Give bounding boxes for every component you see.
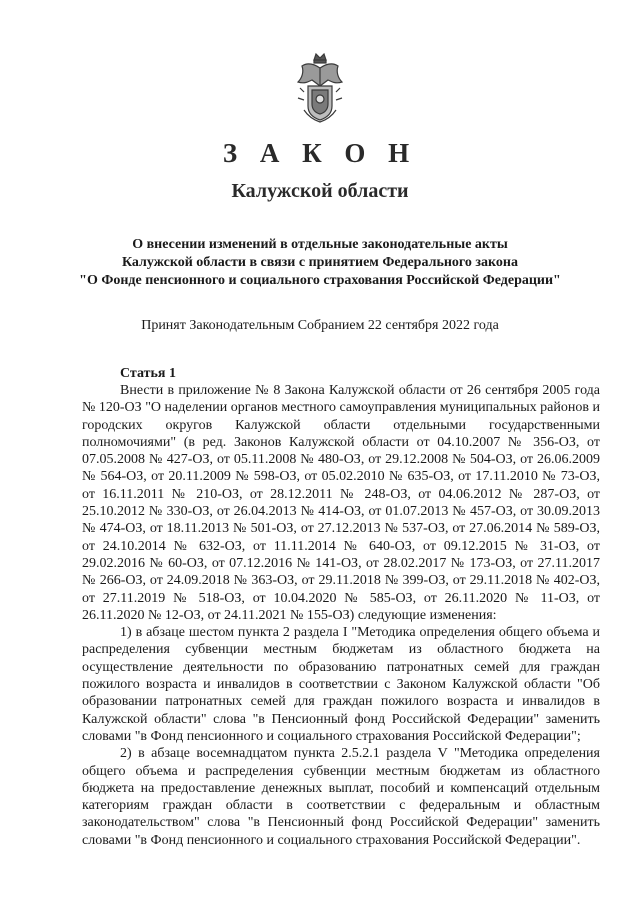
document-type-title: З А К О Н	[222, 138, 418, 168]
adoption-date: Принят Законодательным Собранием 22 сентября 2022 года	[141, 318, 499, 333]
region-title: Калужской области	[231, 180, 409, 202]
kaluga-coat-of-arms-icon	[294, 52, 346, 124]
article-intro-paragraph: Внести в приложение № 8 Закона Калужской области от 26 сентября 2005 года № 120-ОЗ "О наделении органов местного самоуправления муниципальных районов и городских округов Калужской области отдельными государственными полномочиями" (в ред. Законов Калужской области от 04.10.2007 № 356-ОЗ, от 07.05.2008 № 427-ОЗ, от 05.11.2008 № 480-ОЗ, от 29.12.2008 № 504-ОЗ, от 26.06.2009 № 564-ОЗ, от 20.11.2009 № 598-ОЗ, от 05.02.2010 № 635-ОЗ, от 17.11.2010 № 73-ОЗ, от 16.11.2011 № 210-ОЗ, от 28.12.2011 № 248-ОЗ, от 04.06.2012 № 287-ОЗ, от 25.10.2012 № 330-ОЗ, от 26.04.2013 № 414-ОЗ, от 01.07.2013 № 457-ОЗ, от 30.09.2013 № 474-ОЗ, от 18.11.2013 № 501-ОЗ, от 27.12.2013 № 537-ОЗ, от 27.06.2014 № 589-ОЗ, от 24.10.2014 № 632-ОЗ, от 11.11.2014 № 640-ОЗ, от 09.12.2015 № 31-ОЗ, от 29.02.2016 № 60-ОЗ, от 07.12.2016 № 141-ОЗ, от 28.02.2017 № 173-ОЗ, от 27.11.2017 № 266-ОЗ, от 24.09.2018 № 363-ОЗ, от 29.11.2018 № 399-ОЗ, от 29.11.2018 № 402-ОЗ, от 27.11.2019 № 518-ОЗ, от 10.04.2020 № 585-ОЗ, от 26.11.2020 № 11-ОЗ, от 26.11.2020 № 12-ОЗ, от 24.11.2021 № 155-ОЗ) следующие изменения:	[82, 383, 600, 623]
article-body	[82, 382, 600, 849]
subject-line: О внесении изменений в отдельные законодательные акты	[132, 237, 508, 252]
amendment-item: 2) в абзаце восемнадцатом пункта 2.5.2.1 раздела V "Методика определения общего объема и распределения субвенции местным бюджетам из областного бюджета на предоставление денежных выплат, пособий и компенсаций отдельным категориям граждан области в соответствии с федеральным и областным законодательством" слова "в Пенсионный фонд Российской Федерации" заменить словами "в Фонд пенсионного и социального страхования Российской Федерации".	[82, 746, 600, 848]
article-heading: Статья 1	[120, 366, 176, 381]
amendment-item: 1) в абзаце шестом пункта 2 раздела I "Методика определения общего объема и распределения субвенции местным бюджетам из областного бюджета на осуществление деятельности по образованию патронатных семей для граждан пожилого возраста и инвалидов в соответствии с Законом Калужской области "Об образовании патронатных семей для граждан пожилого возраста и инвалидов в Калужской области" слова "в Пенсионный фонд Российской Федерации" заменить словами "в Фонд пенсионного и социального страхования Российской Федерации";	[82, 625, 600, 744]
subject-line: Калужской области в связи с принятием Федерального закона	[121, 255, 519, 270]
subject-line: "О Фонде пенсионного и социального страхования Российской Федерации"	[79, 273, 561, 288]
law-subject	[60, 236, 580, 290]
